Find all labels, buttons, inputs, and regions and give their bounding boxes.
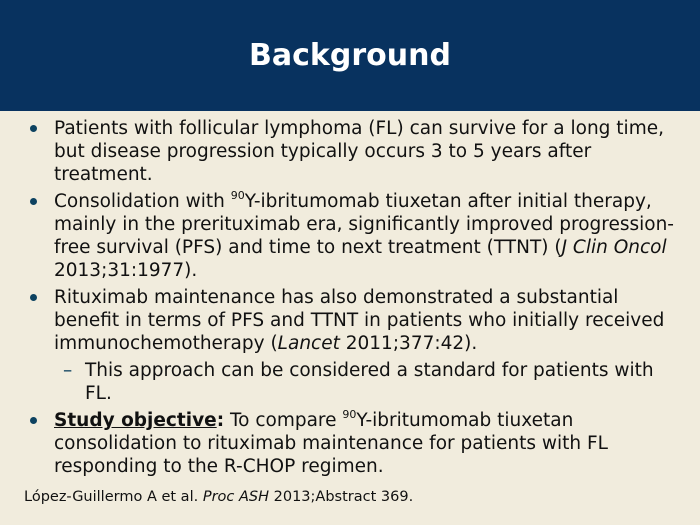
objective-text-pre: To compare [224,410,343,431]
superscript: 90 [342,407,357,421]
bullet-dot-icon [30,198,37,205]
bullet-text-pre: Consolidation with [54,191,231,212]
citation-pre: López-Guillermo A et al. [24,489,203,505]
journal-name: J Clin Oncol [561,237,667,258]
bullet-text-mid: Y-ibritumomab tiuxetan after initial therapy, mainly in the prerituximab era, significantly improved progression-free survival (PFS) and time to next treatment (TTNT) ( [54,191,674,258]
sub-bullet-text: This approach can be considered a standard for patients with FL. [85,360,654,404]
bullet-dot-icon [30,294,37,301]
objective-colon: : [216,410,225,431]
bullet-text-post: 2011;377:42). [339,333,478,354]
bullet-text-pre: Rituximab maintenance has also demonstrated a substantial benefit in terms of PFS and TTNT in patients who initially received immunochemotherapy ( [54,287,665,354]
title-bar [0,0,700,111]
bullet-item [30,190,680,282]
citation-journal: Proc ASH [202,489,270,505]
citation-footer [24,489,413,505]
bullet-list [30,117,680,482]
journal-name: Lancet [277,333,340,354]
objective-label: Study objective [54,410,217,431]
superscript: 90 [230,188,245,202]
citation-post: 2013;Abstract 369. [269,489,414,505]
bullet-dot-icon [30,417,37,424]
slide-title: Background [249,38,451,73]
bullet-text: Patients with follicular lymphoma (FL) can survive for a long time, but disease progression typically occurs 3 to 5 years after treatment. [54,118,664,185]
dash-icon: – [63,360,73,381]
bullet-item [30,286,680,355]
bullet-item [30,117,680,186]
objective-item [30,409,680,478]
bullet-dot-icon [30,125,37,132]
sub-bullet-item [30,359,680,405]
objective-text: Y-ibritumomab tiuxetan consolidation to rituximab maintenance for patients with FL responding to the R-CHOP regimen. [54,410,608,477]
bullet-text-post: 2013;31:1977). [54,260,198,281]
